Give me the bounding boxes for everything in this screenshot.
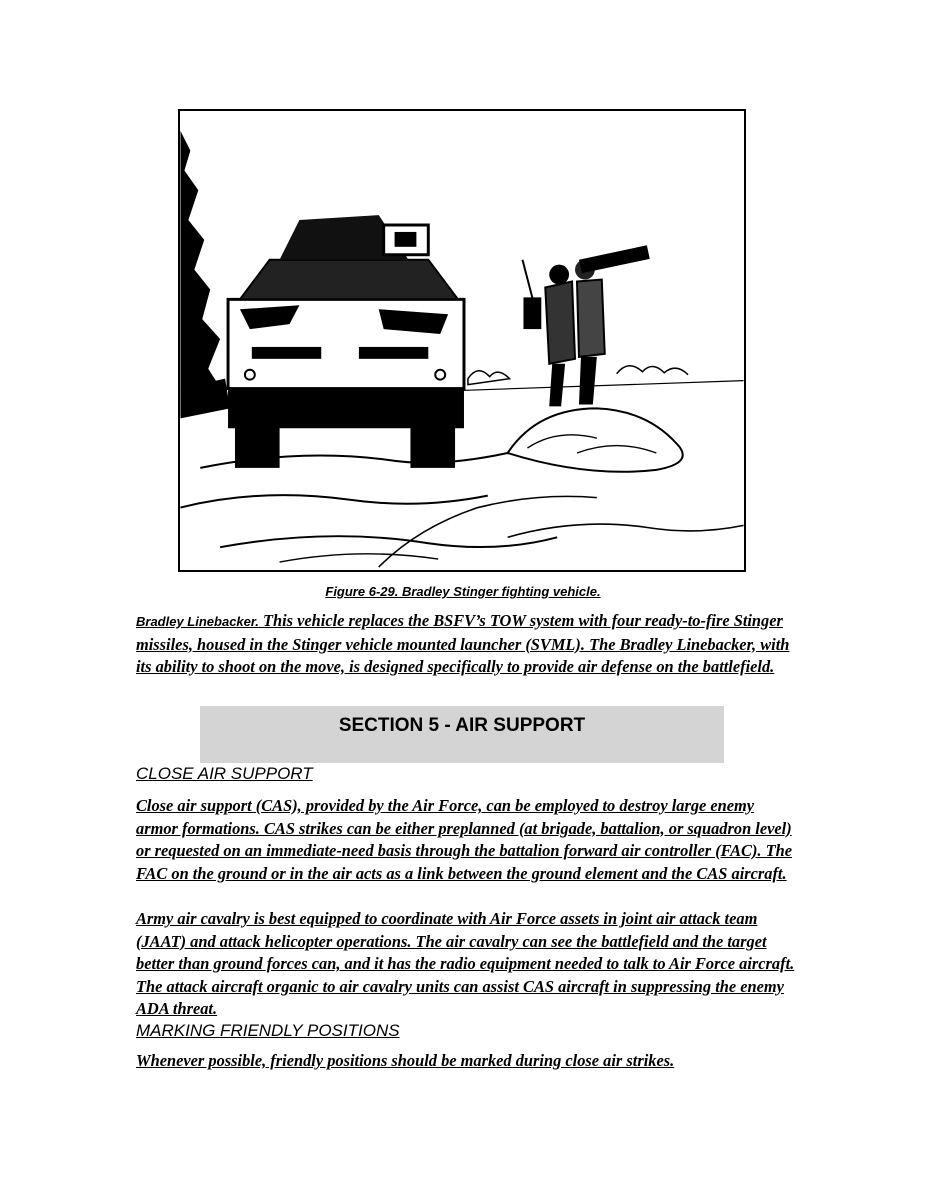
- tree-silhouette: [180, 131, 224, 399]
- close-air-support-heading: CLOSE AIR SUPPORT: [136, 764, 313, 783]
- linebacker-lead: Bradley Linebacker.: [136, 614, 259, 629]
- figure-caption: Figure 6-29. Bradley Stinger fighting vehicle.: [325, 584, 601, 599]
- linebacker-text: This vehicle replaces the BSFV’s TOW system with four ready-to-fire Stinger missiles, housed in the Stinger vehicle mounted launcher (SVML). The Bradley Linebacker, with its ability to shoot on the move, is designed specifically to provide air defense on the battlefield.: [136, 611, 790, 676]
- bradley-stinger-figure: [178, 109, 746, 572]
- vehicle-shape: [228, 215, 464, 468]
- cas-paragraph-2: Army air cavalry is best equipped to coordinate with Air Force assets in joint air attack team (JAAT) and attack helicopter operations. The air cavalry can see the battlefield and the target better than ground forces can, and it has the radio equipment needed to talk to Air Force aircraft. The attack aircraft organic to air cavalry units can assist CAS aircraft in suppressing the enemy ADA threat.: [136, 909, 795, 1018]
- linebacker-paragraph: [136, 610, 796, 679]
- marking-paragraph: Whenever possible, friendly positions should be marked during close air strikes.: [136, 1051, 675, 1070]
- section-title: SECTION 5 - AIR SUPPORT: [338, 715, 586, 736]
- soldiers-shape: [522, 245, 649, 406]
- bradley-stinger-illustration: [180, 111, 744, 570]
- cas-paragraph-1: Close air support (CAS), provided by the Air Force, can be employed to destroy large enemy armor formations. CAS strikes can be either preplanned (at brigade, battalion, or squadron level) or requested on an immediate-need basis through the battalion forward air controller (FAC). The FAC on the ground or in the air acts as a link between the ground element and the CAS aircraft.: [136, 796, 793, 883]
- marking-friendly-positions-heading: MARKING FRIENDLY POSITIONS: [136, 1021, 400, 1040]
- section-header: [200, 706, 724, 763]
